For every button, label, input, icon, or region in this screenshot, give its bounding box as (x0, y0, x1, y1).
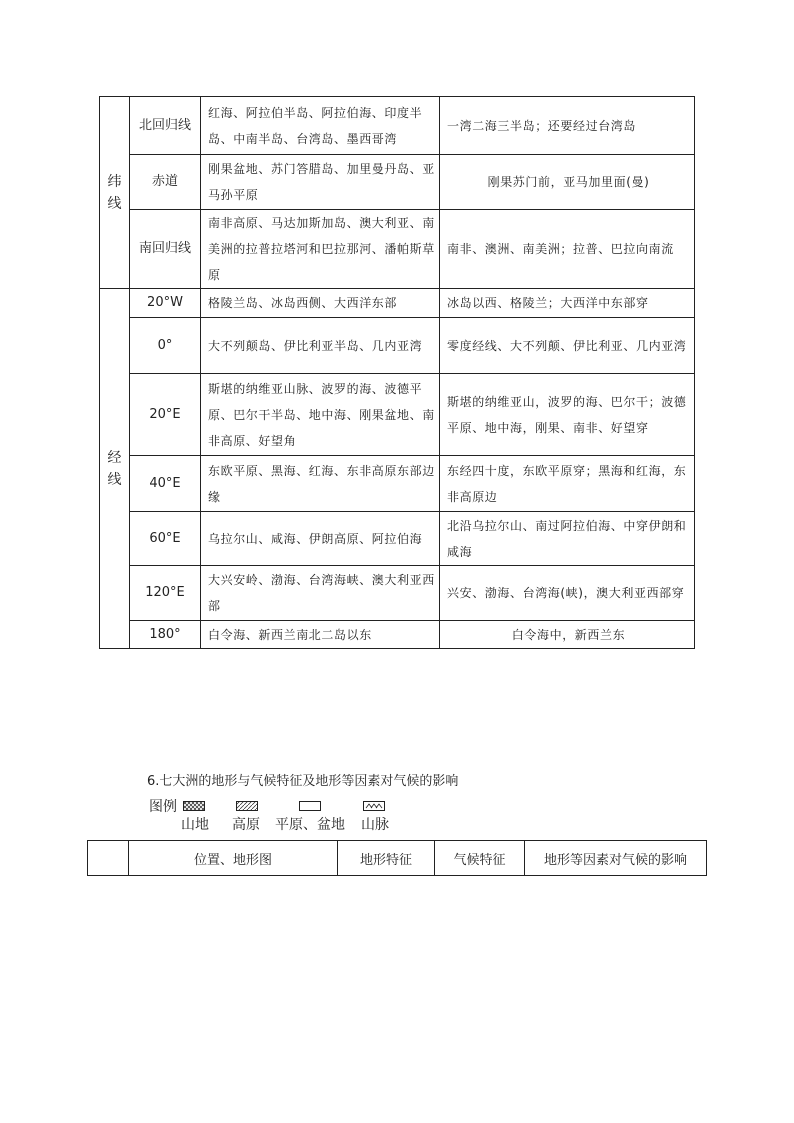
latitude-longitude-table (99, 96, 695, 649)
section-title: 6.七大洲的地形与气候特征及地形等因素对气候的影响 (147, 774, 459, 789)
regions-cell: 白令海、新西兰南北二岛以东 (201, 621, 440, 649)
mnemonic-cell: 东经四十度，东欧平原穿；黑海和红海，东非高原边 (440, 456, 695, 512)
legend-label: 高原 (232, 817, 260, 833)
regions-cell: 大不列颠岛、伊比利亚半岛、几内亚湾 (201, 318, 440, 374)
regions-cell: 红海、阿拉伯半岛、阿拉伯海、印度半岛、中南半岛、台湾岛、墨西哥湾 (201, 97, 440, 155)
row-label: 0° (130, 318, 201, 374)
mnemonic-cell: 斯堪的纳维亚山，波罗的海、巴尔干；波德平原、地中海，刚果、南非、好望穿 (440, 374, 695, 456)
table-row (100, 155, 695, 210)
table-row (100, 512, 695, 566)
row-label: 60°E (130, 512, 201, 566)
row-label: 120°E (130, 566, 201, 621)
table-row (100, 97, 695, 155)
header-cell: 位置、地形图 (129, 841, 338, 876)
header-cell: 地形特征 (338, 841, 435, 876)
row-label: 赤道 (130, 155, 201, 210)
header-cell (88, 841, 129, 876)
row-label: 180° (130, 621, 201, 649)
table-row (100, 566, 695, 621)
regions-cell: 乌拉尔山、咸海、伊朗高原、阿拉伯海 (201, 512, 440, 566)
regions-cell: 南非高原、马达加斯加岛、澳大利亚、南美洲的拉普拉塔河和巴拉那河、潘帕斯草原 (201, 210, 440, 289)
blank-swatch-icon (299, 801, 321, 811)
legend (149, 796, 449, 832)
mnemonic-cell: 刚果苏门前，亚马加里面(曼) (440, 155, 695, 210)
table-header-row (88, 841, 707, 876)
table-row (100, 456, 695, 512)
row-label: 40°E (130, 456, 201, 512)
row-label: 20°W (130, 289, 201, 318)
mnemonic-cell: 一湾二海三半岛；还要经过台湾岛 (440, 97, 695, 155)
table-row (100, 210, 695, 289)
mnemonic-cell: 兴安、渤海、台湾海(峡)，澳大利亚西部穿 (440, 566, 695, 621)
mnemonic-cell: 北沿乌拉尔山、南过阿拉伯海、中穿伊朗和咸海 (440, 512, 695, 566)
table-row (100, 621, 695, 649)
group-latitude: 纬线 (100, 97, 130, 289)
diagonal-hatch-icon (236, 801, 258, 811)
legend-title: 图例 (149, 799, 177, 815)
regions-cell: 刚果盆地、苏门答腊岛、加里曼丹岛、亚马孙平原 (201, 155, 440, 210)
regions-cell: 斯堪的纳维亚山脉、波罗的海、波德平原、巴尔干半岛、地中海、刚果盆地、南非高原、好望角 (201, 374, 440, 456)
table-row (100, 289, 695, 318)
continents-table (87, 840, 707, 876)
row-label: 北回归线 (130, 97, 201, 155)
table-row (100, 374, 695, 456)
mnemonic-cell: 零度经线、大不列颠、伊比利亚、几内亚湾 (440, 318, 695, 374)
regions-cell: 格陵兰岛、冰岛西侧、大西洋东部 (201, 289, 440, 318)
group-longitude: 经线 (100, 289, 130, 649)
crosshatch-icon (183, 801, 205, 811)
mnemonic-cell: 白令海中，新西兰东 (440, 621, 695, 649)
regions-cell: 大兴安岭、渤海、台湾海峡、澳大利亚西部 (201, 566, 440, 621)
row-label: 20°E (130, 374, 201, 456)
table-row (100, 318, 695, 374)
legend-label: 山脉 (361, 817, 389, 833)
mountain-range-icon (363, 801, 385, 811)
mnemonic-cell: 冰岛以西、格陵兰；大西洋中东部穿 (440, 289, 695, 318)
header-cell: 地形等因素对气候的影响 (525, 841, 707, 876)
row-label: 南回归线 (130, 210, 201, 289)
regions-cell: 东欧平原、黑海、红海、东非高原东部边缘 (201, 456, 440, 512)
header-cell: 气候特征 (435, 841, 525, 876)
legend-label: 平原、盆地 (275, 817, 345, 833)
legend-label: 山地 (181, 817, 209, 833)
mnemonic-cell: 南非、澳洲、南美洲；拉普、巴拉向南流 (440, 210, 695, 289)
